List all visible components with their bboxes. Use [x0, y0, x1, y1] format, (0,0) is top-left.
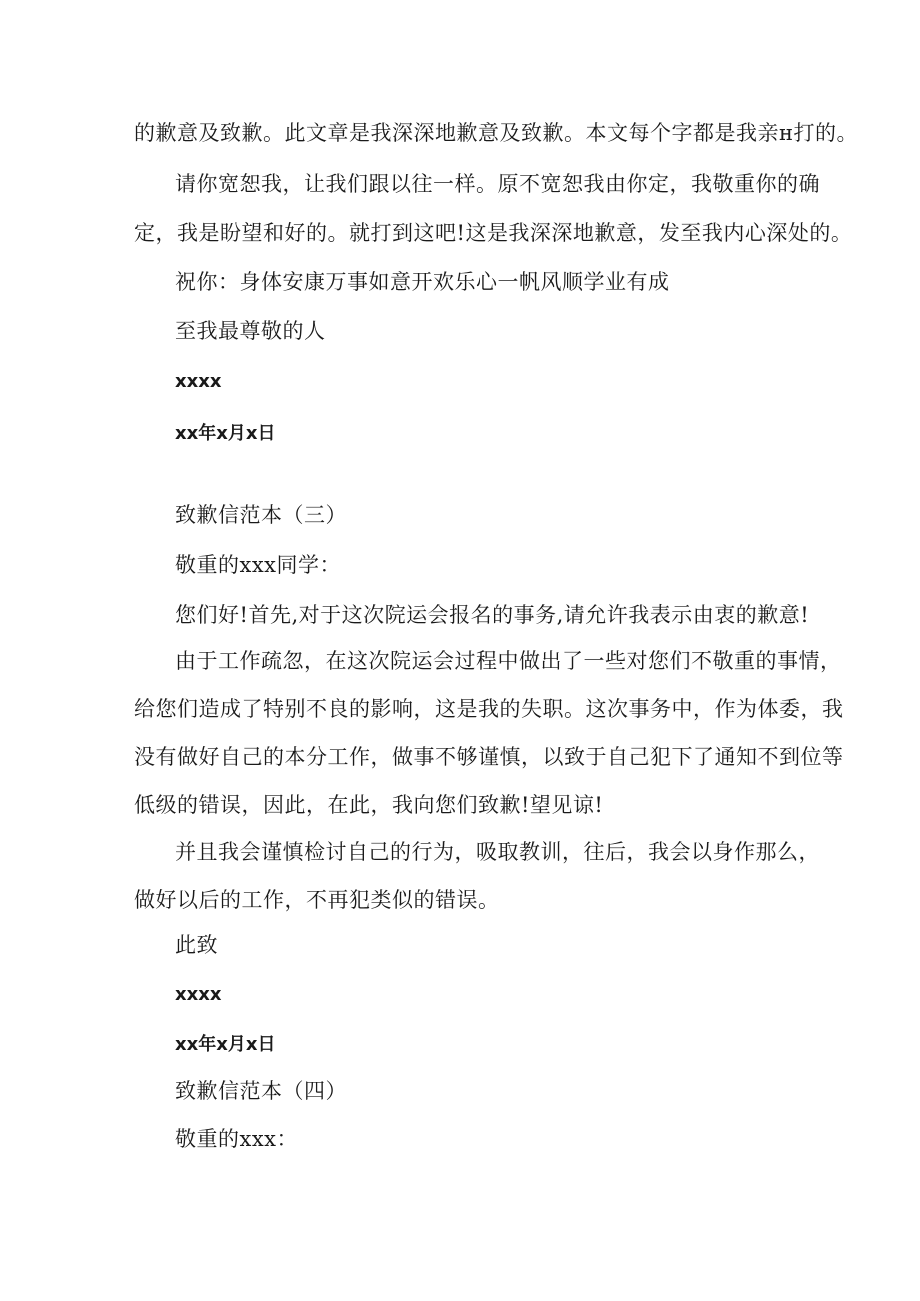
paragraph-line: 定，我是盼望和好的。就打到这吧!这是我深深地歉意，发至我内心深处的。	[134, 221, 853, 245]
paragraph-line: 低级的错误，因此，在此，我向您们致歉!望见谅!	[134, 793, 604, 817]
salutation: 敬重的xxx同学：	[175, 553, 342, 577]
date-line: xx年x月x日	[175, 1034, 276, 1055]
salutation: 敬重的xxx：	[175, 1127, 299, 1151]
date-line: xx年x月x日	[175, 423, 276, 444]
closing-line: 此致	[175, 933, 218, 957]
paragraph-line: 做好以后的工作，不再犯类似的错误。	[134, 888, 500, 912]
paragraph-line: 给您们造成了特别不良的影响，这是我的失职。这次事务中，作为体委，我	[134, 697, 844, 721]
signature: xxxx	[175, 984, 222, 1005]
section-heading: 致歉信范本（四）	[175, 1079, 347, 1103]
paragraph-line: 并且我会谨慎检讨自己的行为，吸取教训，往后，我会以身作那么，	[175, 840, 820, 864]
wish-line: 祝你：身体安康万事如意开欢乐心一帆风顺学业有成	[175, 270, 670, 294]
signature: xxxx	[175, 371, 222, 392]
section-heading: 致歉信范本（三）	[175, 503, 347, 527]
paragraph-line: 没有做好自己的本分工作，做事不够谨慎，以致于自己犯下了通知不到位等	[134, 745, 844, 769]
paragraph-line: 由于工作疏忽，在这次院运会过程中做出了一些对您们不敬重的事情，	[175, 649, 842, 673]
paragraph-line: 您们好!首先,对于这次院运会报名的事务,请允许我表示由衷的歉意!	[175, 603, 810, 627]
recipient-line: 至我最尊敬的人	[175, 319, 326, 343]
paragraph-line: 请你宽恕我，让我们跟以往一样。原不宽恕我由你定，我敬重你的确	[175, 172, 820, 196]
paragraph-line: 的歉意及致歉。此文章是我深深地歉意及致歉。本文每个字都是我亲н打的。	[134, 121, 858, 145]
